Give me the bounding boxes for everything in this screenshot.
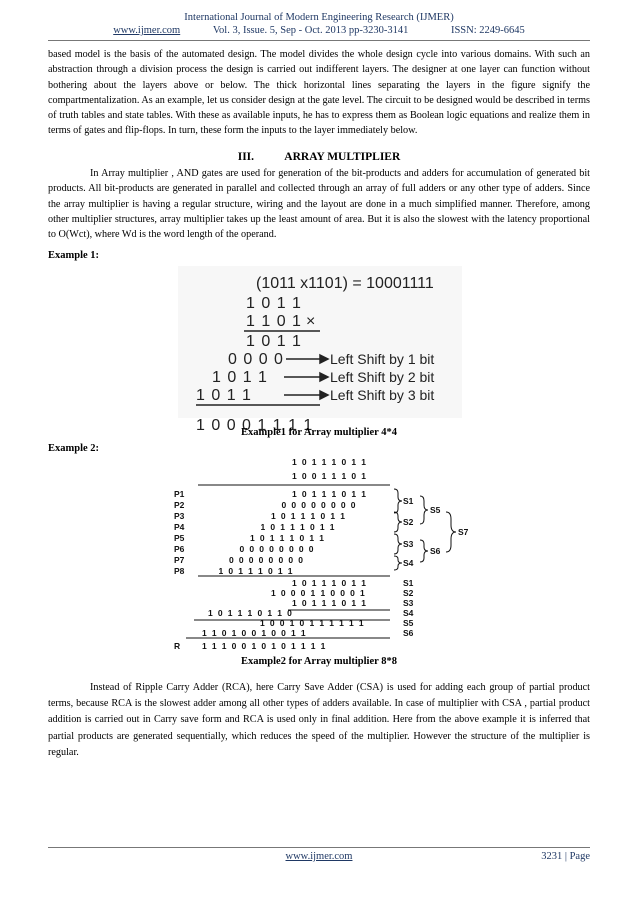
partial-product-label-4: P4	[174, 522, 185, 532]
intro-paragraph: based model is the basis of the automated design. The model divides the whole design cycle into various domains. With such an abstraction through a division process the design is carried out indifferent layers. The designer at one layer can function without bothering about the layers above or below. The thick horizontal lines separating the layers in the figure signify the compartmentalization. As an example, let us consider design at the gate level. The circuit to be designed would be described in terms of truth tables and state tables. With these as available inputs, he has to express them as Boolean logic equations and realize them in terms of gates and flip-flops. In turn, these form the inputs to the layer immediately below.	[48, 49, 590, 137]
group-label-s6: S6	[430, 546, 441, 556]
partial-product-label-5: P5	[174, 533, 185, 543]
example1-label: Example 1:	[48, 250, 100, 261]
example1-row-4: 1 0 1 1	[196, 387, 252, 404]
brace-s7	[446, 512, 456, 552]
example1-multiplicand: 1 0 1 1	[246, 295, 302, 312]
sum-row-2: 1 0 0 0 1 1 0 0 0 1	[271, 588, 367, 598]
partial-product-label-2: P2	[174, 500, 185, 510]
example1-times-sign: ×	[306, 313, 316, 330]
sum-row-3: 1 0 1 1 1 0 1 1	[292, 598, 368, 608]
example2-operand-a: 1 0 1 1 1 0 1 1	[292, 457, 368, 467]
journal-issn: ISSN: 2249-6645	[450, 25, 525, 36]
example1-figure	[178, 266, 462, 414]
example1-shift-label-3: Left Shift by 3 bit	[330, 387, 435, 403]
partial-product-row-1: 1 0 1 1 1 0 1 1	[292, 489, 368, 499]
brace-s3	[394, 534, 402, 554]
group-label-s1: S1	[403, 496, 414, 506]
footer-divider	[48, 847, 590, 848]
example1-row-1: 1 0 1 1	[246, 333, 302, 350]
example2-caption: Example2 for Array multiplier 8*8	[241, 656, 397, 667]
example2-result: 1 1 1 0 0 1 0 1 0 1 1 1 1	[202, 641, 327, 651]
example1-multiplier: 1 1 0 1	[246, 313, 302, 330]
example1-row-3: 1 0 1 1	[212, 369, 268, 386]
sum-row-5: 1 0 0 1 0 1 1 1 1 1 1	[260, 618, 366, 628]
section-paragraph: In Array multiplier , AND gates are used for generation of the bit-products and adders for accumulation of generated bit products. All bit-products are generated in parallel and collected through an array of full adders or any other type of adders. Since the array multiplier is having a regular structure, wiring and the layout are done in a much simplified manner. Therefore, among other multiplier structures, array multiplier takes up the least amount of area. But it is also the slowest with the latency proportional to O(Wct), where Wd is the word length of the operand.	[48, 168, 590, 241]
example2-figure	[168, 452, 480, 652]
example2-result-label: R	[174, 641, 181, 651]
journal-title: International Journal of Modern Engineering Research (IJMER)	[184, 12, 454, 23]
journal-url-link[interactable]: www.ijmer.com	[113, 25, 181, 36]
group-label-s5: S5	[430, 505, 441, 515]
example1-row-2: 0 0 0 0	[228, 351, 284, 368]
partial-product-row-8: 1 0 1 1 1 0 1 1	[218, 566, 294, 576]
sum-row-label-1: S1	[403, 578, 414, 588]
group-label-s2: S2	[403, 517, 414, 527]
brace-s1	[394, 489, 402, 513]
brace-s5	[420, 496, 428, 524]
section-title: ARRAY MULTIPLIER	[284, 151, 401, 163]
partial-product-row-2: 0 0 0 0 0 0 0 0	[281, 500, 357, 510]
footer-page-number: 3231 | Page	[541, 851, 590, 862]
partial-product-row-5: 1 0 1 1 1 0 1 1	[250, 533, 326, 543]
partial-product-label-8: P8	[174, 566, 185, 576]
example1-result: 1 0 0 0 1 1 1 1	[196, 417, 314, 434]
partial-product-row-3: 1 0 1 1 1 0 1 1	[271, 511, 347, 521]
partial-product-label-3: P3	[174, 511, 185, 521]
journal-info-line	[0, 25, 638, 36]
sum-row-1: 1 0 1 1 1 0 1 1	[292, 578, 368, 588]
sum-row-6: 1 1 0 1 0 0 1 0 0 1 1	[202, 628, 308, 638]
journal-volume: Vol. 3, Issue. 5, Sep - Oct. 2013 pp-3230-3141	[212, 25, 409, 36]
example2-operand-b: 1 0 0 1 1 1 0 1	[292, 471, 368, 481]
sum-row-label-2: S2	[403, 588, 414, 598]
partial-product-row-7: 0 0 0 0 0 0 0 0	[229, 555, 305, 565]
brace-s2	[394, 512, 402, 532]
brace-s6	[420, 540, 428, 562]
example1-shift-label-2: Left Shift by 2 bit	[330, 369, 435, 385]
example1-shift-label-1: Left Shift by 1 bit	[330, 351, 435, 367]
closing-paragraph: Instead of Ripple Carry Adder (RCA), here Carry Save Adder (CSA) is used for adding each group of partial product terms, because RCA is the slowest adder among all other types of adders available. In case of multiplier with CSA , partial product addition is carried out in Carry save form and RCA is used only in final addition. Here from the above example it is inferred that partial products are generated sequentially, which reduces the speed of the multiplier. However the structure of the multiplier is regular.	[48, 682, 590, 758]
example1-caption: Example1 for Array multiplier 4*4	[241, 427, 397, 438]
sum-row-label-3: S3	[403, 598, 414, 608]
partial-product-row-4: 1 0 1 1 1 0 1 1	[260, 522, 336, 532]
sum-row-4: 1 0 1 1 1 0 1 1 0	[208, 608, 294, 618]
section-number: III.	[237, 151, 255, 163]
group-label-s7: S7	[458, 527, 469, 537]
group-label-s3: S3	[403, 539, 414, 549]
header-divider	[48, 40, 590, 41]
group-label-s4: S4	[403, 558, 414, 568]
section-heading	[0, 151, 638, 163]
partial-product-label-7: P7	[174, 555, 185, 565]
sum-row-label-4: S4	[403, 608, 414, 618]
example2-label: Example 2:	[48, 443, 100, 454]
sum-row-label-5: S5	[403, 618, 414, 628]
brace-s4	[394, 556, 402, 570]
partial-product-row-6: 0 0 0 0 0 0 0 0	[239, 544, 315, 554]
sum-row-label-6: S6	[403, 628, 414, 638]
footer-url-link[interactable]: www.ijmer.com	[285, 851, 353, 862]
partial-product-label-1: P1	[174, 489, 185, 499]
example1-equation: (1011 x1101) = 10001111	[256, 275, 434, 292]
partial-product-label-6: P6	[174, 544, 185, 554]
